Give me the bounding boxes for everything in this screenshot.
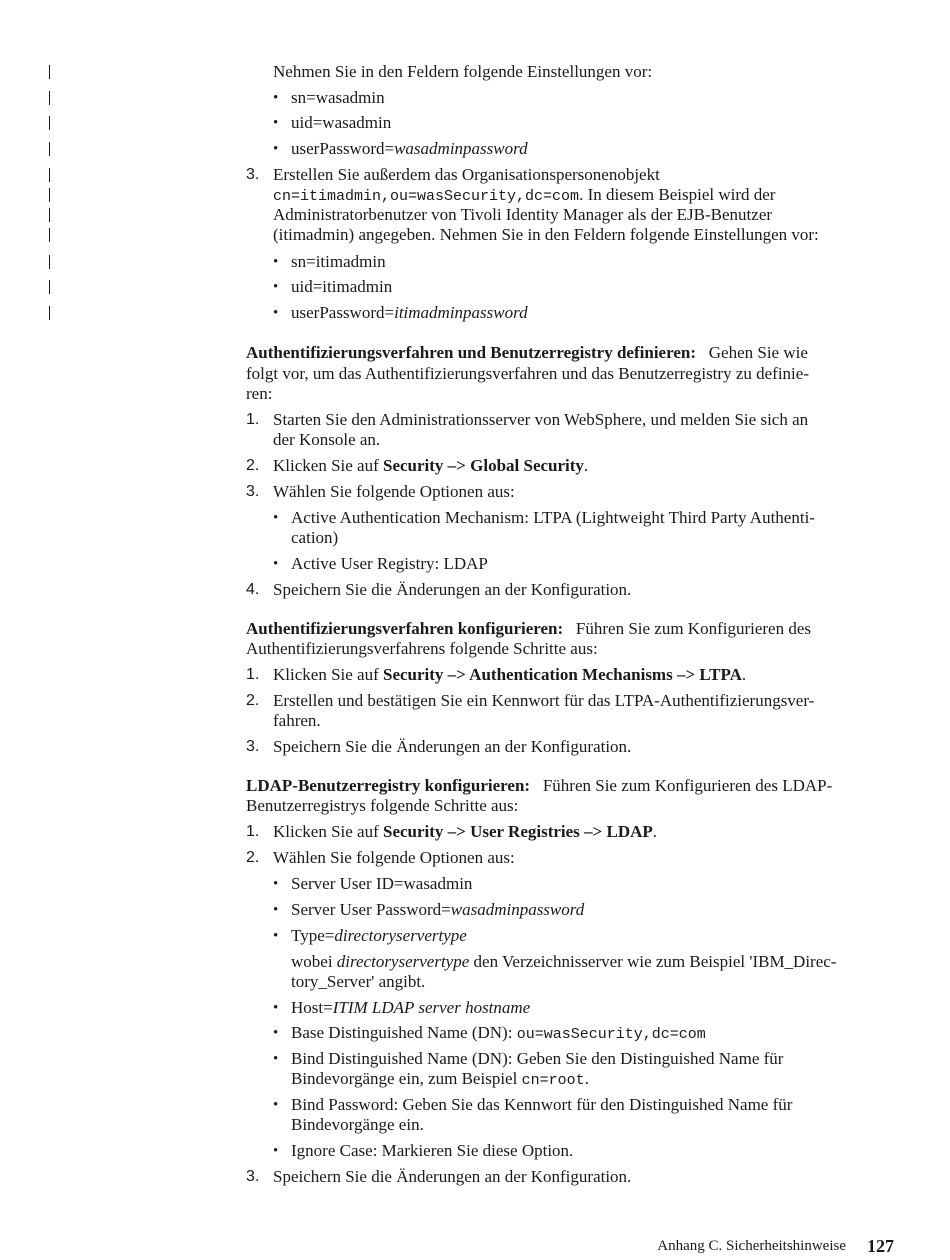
list-number: 1. (246, 823, 260, 840)
text: Nehmen Sie in den Feldern folgende Einstellungen vor: (273, 62, 653, 81)
bullet-icon: • (273, 1097, 279, 1113)
bullet-item (0, 276, 950, 298)
bullet-item (0, 1022, 950, 1044)
text: wobei directoryservertype den Verzeichnisserver wie zum Beispiel 'IBM_Direc- (291, 952, 837, 971)
text: sn=itimadmin (291, 252, 386, 271)
bullet-icon: • (273, 876, 279, 892)
list-number: 3. (246, 483, 260, 500)
bullet-item (0, 87, 950, 109)
bullet-item (0, 873, 950, 895)
paragraph-line (0, 429, 950, 451)
bullet-icon: • (273, 305, 279, 321)
paragraph-line (0, 951, 950, 973)
list-number: 1. (246, 666, 260, 683)
bullet-item (0, 1048, 950, 1070)
paragraph-line (0, 527, 950, 549)
page-footer (0, 1235, 950, 1257)
list-item (0, 481, 950, 503)
text: cation) (291, 528, 339, 547)
text: cn=itimadmin,ou=wasSecurity,dc=com. In diesem Beispiel wird der (273, 185, 776, 205)
list-number: 3. (246, 738, 260, 755)
text: Erstellen Sie außerdem das Organisationspersonenobjekt (273, 165, 660, 184)
text: ren: (246, 384, 273, 403)
paragraph-line (0, 61, 950, 83)
bullet-item (0, 1094, 950, 1116)
text: Klicken Sie auf Security –> Global Security. (273, 456, 589, 475)
paragraph-line (0, 224, 950, 246)
paragraph-line (0, 204, 950, 226)
text: Bind Password: Geben Sie das Kennwort für den Distinguished Name für (291, 1095, 793, 1114)
text: Benutzerregistrys folgende Schritte aus: (246, 796, 519, 815)
list-item (0, 455, 950, 477)
bullet-item (0, 138, 950, 160)
paragraph-line (0, 795, 950, 817)
bullet-icon: • (273, 1000, 279, 1016)
text: Speichern Sie die Änderungen an der Konfiguration. (273, 1167, 632, 1186)
section-heading (0, 618, 950, 640)
text: folgt vor, um das Authentifizierungsverfahren und das Benutzerregistry zu definie- (246, 364, 809, 383)
text: Wählen Sie folgende Optionen aus: (273, 482, 515, 501)
paragraph-line (0, 638, 950, 660)
list-number: 3. (246, 166, 260, 183)
text: der Konsole an. (273, 430, 381, 449)
text: userPassword=wasadminpassword (291, 139, 528, 158)
bullet-icon: • (273, 90, 279, 106)
bullet-item (0, 925, 950, 947)
text: Host=ITIM LDAP server hostname (291, 998, 531, 1017)
bullet-icon: • (273, 254, 279, 270)
bullet-icon: • (273, 1025, 279, 1041)
text: Server User Password=wasadminpassword (291, 900, 585, 919)
list-item (0, 164, 950, 186)
list-item (0, 579, 950, 601)
list-number: 2. (246, 692, 260, 709)
paragraph-line (0, 184, 950, 206)
text: uid=itimadmin (291, 277, 393, 296)
text: sn=wasadmin (291, 88, 385, 107)
text: Authentifizierungsverfahrens folgende Schritte aus: (246, 639, 598, 658)
text: Starten Sie den Administrationsserver von WebSphere, und melden Sie sich an (273, 410, 809, 429)
bullet-item (0, 553, 950, 575)
text: uid=wasadmin (291, 113, 392, 132)
bullet-item (0, 302, 950, 324)
footer-chapter-title: Anhang C. Sicherheitshinweise (657, 1238, 846, 1254)
text: Bindevorgänge ein. (291, 1115, 424, 1134)
text: Klicken Sie auf Security –> Authentication Mechanisms –> LTPA. (273, 665, 747, 684)
list-item (0, 736, 950, 758)
text: Administratorbenutzer von Tivoli Identity Manager als der EJB-Benutzer (273, 205, 773, 224)
paragraph-line (0, 971, 950, 993)
list-item (0, 664, 950, 686)
list-number: 1. (246, 411, 260, 428)
text: Speichern Sie die Änderungen an der Konfiguration. (273, 580, 632, 599)
bullet-icon: • (273, 115, 279, 131)
list-number: 3. (246, 1168, 260, 1185)
paragraph-line (0, 1068, 950, 1090)
text: Active Authentication Mechanism: LTPA (Lightweight Third Party Authenti- (291, 508, 815, 527)
section-heading (0, 775, 950, 797)
text: Base Distinguished Name (DN): ou=wasSecurity,dc=com (291, 1023, 706, 1043)
page-number: 127 (867, 1236, 894, 1256)
bullet-icon: • (273, 556, 279, 572)
bullet-icon: • (273, 279, 279, 295)
text: Ignore Case: Markieren Sie diese Option. (291, 1141, 574, 1160)
paragraph-line (0, 710, 950, 732)
list-item (0, 690, 950, 712)
bullet-item (0, 507, 950, 529)
bullet-icon: • (273, 1143, 279, 1159)
text: (itimadmin) angegeben. Nehmen Sie in den Feldern folgende Einstellungen vor: (273, 225, 819, 244)
bullet-icon: • (273, 902, 279, 918)
bullet-icon: • (273, 1051, 279, 1067)
bullet-icon: • (273, 510, 279, 526)
text: Klicken Sie auf Security –> User Registries –> LDAP. (273, 822, 658, 841)
paragraph-line (0, 383, 950, 405)
text: Erstellen und bestätigen Sie ein Kennwort für das LTPA-Authentifizierungsver- (273, 691, 815, 710)
text: Active User Registry: LDAP (291, 554, 488, 573)
list-item (0, 847, 950, 869)
text: Wählen Sie folgende Optionen aus: (273, 848, 515, 867)
list-number: 4. (246, 581, 260, 598)
text: Server User ID=wasadmin (291, 874, 473, 893)
bullet-item (0, 899, 950, 921)
text: Authentifizierungsverfahren konfigurieren: Führen Sie zum Konfigurieren des (246, 619, 812, 638)
text: LDAP-Benutzerregistry konfigurieren: Führen Sie zum Konfigurieren des LDAP- (246, 776, 833, 795)
list-item (0, 409, 950, 431)
list-item (0, 821, 950, 843)
bullet-icon: • (273, 928, 279, 944)
text: Bindevorgänge ein, zum Beispiel cn=root. (291, 1069, 589, 1089)
text: Speichern Sie die Änderungen an der Konfiguration. (273, 737, 632, 756)
text: Bind Distinguished Name (DN): Geben Sie den Distinguished Name für (291, 1049, 784, 1068)
list-item (0, 1166, 950, 1188)
bullet-item (0, 251, 950, 273)
list-number: 2. (246, 849, 260, 866)
paragraph-line (0, 363, 950, 385)
list-number: 2. (246, 457, 260, 474)
bullet-icon: • (273, 141, 279, 157)
paragraph-line (0, 1114, 950, 1136)
text: tory_Server' angibt. (291, 972, 426, 991)
text: Type=directoryservertype (291, 926, 467, 945)
bullet-item (0, 112, 950, 134)
section-heading (0, 342, 950, 364)
text: fahren. (273, 711, 321, 730)
text: Authentifizierungsverfahren und Benutzerregistry definieren: Gehen Sie wie (246, 343, 808, 362)
bullet-item (0, 997, 950, 1019)
bullet-item (0, 1140, 950, 1162)
text: userPassword=itimadminpassword (291, 303, 528, 322)
